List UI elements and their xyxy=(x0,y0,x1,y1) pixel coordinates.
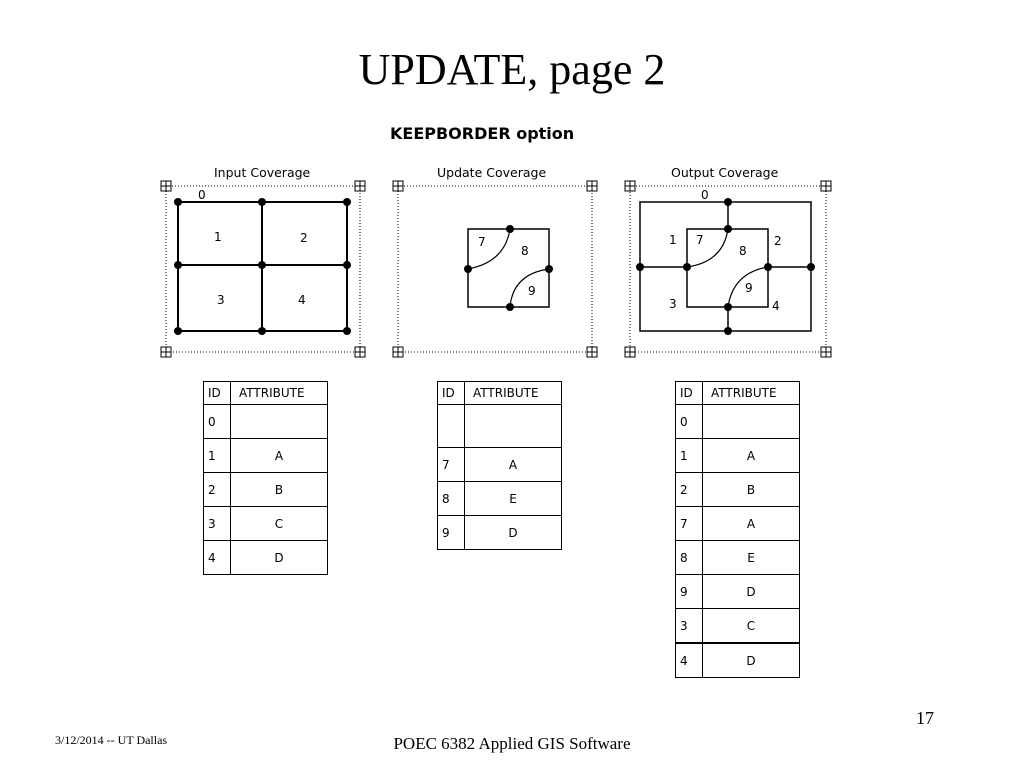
footer-date: 3/12/2014 -- UT Dallas xyxy=(55,733,168,747)
output-attribute-table xyxy=(675,381,800,678)
attribute-header: ATTRIBUTE xyxy=(231,382,328,405)
update-label-7: 7 xyxy=(478,235,486,249)
table-header-row xyxy=(204,382,328,405)
table-row xyxy=(676,507,800,541)
input-label-4: 4 xyxy=(298,293,306,307)
row-id: 3 xyxy=(204,507,231,541)
table-row xyxy=(676,643,800,678)
tic-icon xyxy=(821,181,831,191)
row-id: 4 xyxy=(676,643,703,678)
output-label-3: 3 xyxy=(669,297,677,311)
table-row xyxy=(676,405,800,439)
tic-icon xyxy=(625,347,635,357)
id-header: ID xyxy=(676,382,703,405)
row-id: 0 xyxy=(676,405,703,439)
row-attribute: E xyxy=(465,482,562,516)
row-attribute: D xyxy=(703,643,800,678)
row-attribute: A xyxy=(231,439,328,473)
row-id: 2 xyxy=(204,473,231,507)
input-attribute-table xyxy=(203,381,328,575)
table-row xyxy=(438,516,562,550)
table-header-row xyxy=(676,382,800,405)
row-id: 1 xyxy=(204,439,231,473)
row-attribute: A xyxy=(703,439,800,473)
update-coverage-title: Update Coverage xyxy=(437,165,547,180)
coverage-diagrams xyxy=(0,0,1024,370)
input-label-2: 2 xyxy=(300,231,308,245)
table-row xyxy=(676,609,800,644)
table-row xyxy=(204,541,328,575)
row-attribute: A xyxy=(465,448,562,482)
row-id: 9 xyxy=(438,516,465,550)
diagram-subtitle: KEEPBORDER option xyxy=(390,124,575,143)
output-label-2: 2 xyxy=(774,234,782,248)
row-attribute: C xyxy=(231,507,328,541)
table-row xyxy=(204,507,328,541)
input-label-1: 1 xyxy=(214,230,222,244)
row-attribute xyxy=(465,405,562,448)
row-id: 1 xyxy=(676,439,703,473)
tic-icon xyxy=(393,347,403,357)
tic-icon xyxy=(355,181,365,191)
input-coverage-title: Input Coverage xyxy=(214,165,311,180)
row-id: 3 xyxy=(676,609,703,644)
table-row xyxy=(676,439,800,473)
tic-icon xyxy=(161,181,171,191)
output-label-outer: 0 xyxy=(701,188,709,202)
footer-course: POEC 6382 Applied GIS Software xyxy=(393,734,631,753)
row-id: 8 xyxy=(438,482,465,516)
tic-icon xyxy=(821,347,831,357)
row-id xyxy=(438,405,465,448)
table-row xyxy=(676,473,800,507)
tic-icon xyxy=(355,347,365,357)
attribute-header: ATTRIBUTE xyxy=(703,382,800,405)
output-label-8: 8 xyxy=(739,244,747,258)
table-row xyxy=(676,575,800,609)
row-attribute: B xyxy=(703,473,800,507)
table-row xyxy=(204,439,328,473)
row-attribute xyxy=(231,405,328,439)
output-label-4: 4 xyxy=(772,299,780,313)
update-label-9: 9 xyxy=(528,284,536,298)
row-id: 0 xyxy=(204,405,231,439)
row-id: 2 xyxy=(676,473,703,507)
row-attribute: D xyxy=(465,516,562,550)
row-id: 9 xyxy=(676,575,703,609)
row-attribute: C xyxy=(703,609,800,644)
update-label-8: 8 xyxy=(521,244,529,258)
table-row xyxy=(204,473,328,507)
row-id: 7 xyxy=(676,507,703,541)
id-header: ID xyxy=(204,382,231,405)
table-row xyxy=(438,448,562,482)
row-attribute: D xyxy=(703,575,800,609)
row-attribute: E xyxy=(703,541,800,575)
tic-icon xyxy=(161,347,171,357)
table-row xyxy=(204,405,328,439)
row-id: 8 xyxy=(676,541,703,575)
output-coverage-diagram xyxy=(625,181,831,357)
row-id: 4 xyxy=(204,541,231,575)
page-number: 17 xyxy=(916,708,934,728)
row-attribute: A xyxy=(703,507,800,541)
output-coverage-title: Output Coverage xyxy=(671,165,779,180)
tic-icon xyxy=(625,181,635,191)
table-row xyxy=(676,541,800,575)
tic-icon xyxy=(393,181,403,191)
table-row xyxy=(438,482,562,516)
row-id: 7 xyxy=(438,448,465,482)
update-extent-box xyxy=(398,186,592,352)
row-attribute: D xyxy=(231,541,328,575)
input-coverage-diagram xyxy=(161,181,365,357)
input-label-outer: 0 xyxy=(198,188,206,202)
row-attribute xyxy=(703,405,800,439)
table-row xyxy=(438,405,562,448)
update-coverage-diagram xyxy=(393,181,597,357)
slide-title: UPDATE, page 2 xyxy=(358,45,666,94)
update-attribute-table xyxy=(437,381,562,550)
output-label-7: 7 xyxy=(696,233,704,247)
tic-icon xyxy=(587,347,597,357)
attribute-header: ATTRIBUTE xyxy=(465,382,562,405)
output-label-9: 9 xyxy=(745,281,753,295)
input-label-3: 3 xyxy=(217,293,225,307)
tic-icon xyxy=(587,181,597,191)
output-label-1: 1 xyxy=(669,233,677,247)
table-header-row xyxy=(438,382,562,405)
id-header: ID xyxy=(438,382,465,405)
row-attribute: B xyxy=(231,473,328,507)
